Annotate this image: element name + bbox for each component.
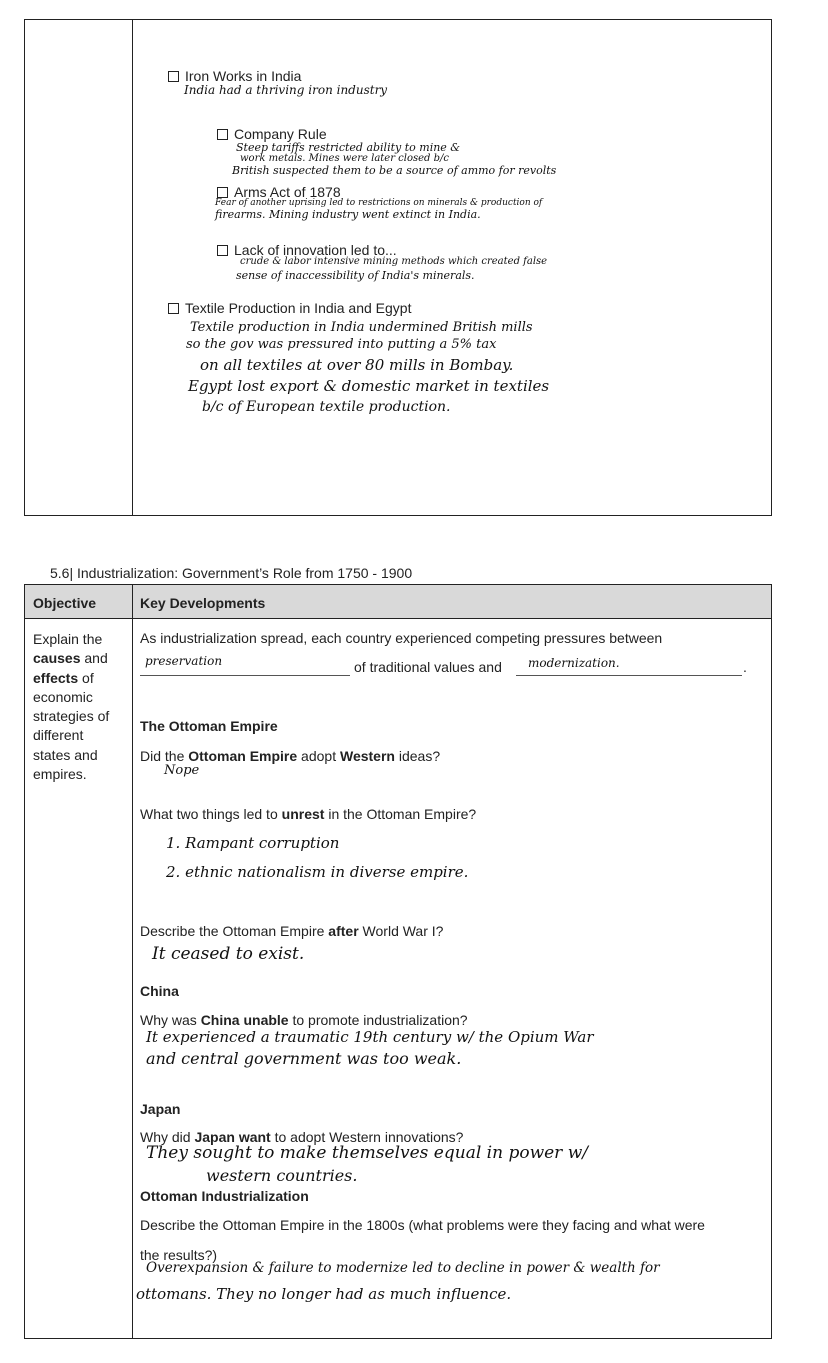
ottoman-question-2: What two things led to unrest in the Ottoman Empire?: [140, 806, 477, 822]
company-rule-note-1: Steep tariffs restricted ability to mine &: [236, 141, 461, 154]
checkbox-icon: [217, 187, 228, 198]
lack-innovation-note-1: crude & labor intensive mining methods which created false: [240, 256, 548, 267]
table-header-bg: [25, 584, 771, 618]
intro-answer-2: modernization.: [528, 656, 620, 670]
lack-innovation-heading: Lack of innovation led to...: [217, 242, 397, 258]
ottoman-answer-3: It ceased to exist.: [152, 944, 305, 964]
ottoman-industrialization-heading: Ottoman Industrialization: [140, 1188, 309, 1204]
intro-middle: of traditional values and: [354, 659, 502, 675]
textile-note-1: Textile production in India undermined British mills: [190, 320, 533, 335]
checkbox-icon: [217, 245, 228, 256]
ottoman-heading: The Ottoman Empire: [140, 718, 278, 734]
textile-note-5: b/c of European textile production.: [202, 399, 451, 415]
intro-end: .: [743, 659, 747, 675]
blank-line: [516, 675, 742, 676]
intro-text: As industrialization spread, each country experienced competing pressures between: [140, 630, 663, 646]
china-answer-1: It experienced a traumatic 19th century w/ the Opium War: [146, 1028, 594, 1046]
arms-act-note-1: Fear of another uprising led to restrictions on minerals & production of: [215, 198, 543, 208]
ottoman-industrialization-answer-1: Overexpansion & failure to modernize led to decline in power & wealth for: [146, 1260, 660, 1276]
blank-line: [140, 675, 350, 676]
china-answer-2: and central government was too weak.: [146, 1049, 462, 1068]
ottoman-industrialization-answer-2: ottomans. They no longer had as much influence.: [136, 1285, 512, 1303]
japan-heading: Japan: [140, 1101, 181, 1117]
textile-note-4: Egypt lost export & domestic market in textiles: [188, 377, 550, 395]
japan-question: Why did Japan want to adopt Western innovations?: [140, 1129, 464, 1145]
ottoman-industrialization-question-1: Describe the Ottoman Empire in the 1800s (what problems were they facing and what were: [140, 1217, 705, 1233]
japan-answer-1: They sought to make themselves equal in power w/: [146, 1143, 588, 1163]
china-question: Why was China unable to promote industrialization?: [140, 1012, 468, 1028]
company-rule-heading: Company Rule: [217, 126, 327, 142]
section-title: 5.6| Industrialization: Government’s Role from 1750 - 1900: [50, 565, 413, 581]
arms-act-note-2: firearms. Mining industry went extinct in India.: [215, 208, 481, 221]
ottoman-question-3: Describe the Ottoman Empire after World War I?: [140, 923, 444, 939]
arms-act-heading: Arms Act of 1878: [217, 184, 341, 200]
ottoman-question-1: Did the Ottoman Empire adopt Western ideas?: [140, 748, 441, 764]
textile-heading: Textile Production in India and Egypt: [168, 300, 411, 316]
checkbox-icon: [168, 303, 179, 314]
ottoman-answer-2-1: 1. Rampant corruption: [166, 834, 340, 852]
header-objective: Objective: [33, 595, 97, 611]
company-rule-note-3: British suspected them to be a source of ammo for revolts: [232, 164, 557, 177]
japan-answer-2: western countries.: [206, 1166, 358, 1185]
iron-works-note: India had a thriving iron industry: [184, 83, 388, 97]
lack-innovation-note-2: sense of inaccessibility of India's minerals.: [236, 269, 475, 282]
checkbox-icon: [168, 71, 179, 82]
checkbox-icon: [217, 129, 228, 140]
ottoman-answer-1: Nope: [164, 763, 200, 778]
textile-note-3: on all textiles at over 80 mills in Bombay.: [200, 356, 514, 374]
iron-works-heading: Iron Works in India: [168, 68, 301, 84]
ottoman-industrialization-question-2: the results?): [140, 1247, 218, 1263]
ottoman-answer-2-2: 2. ethnic nationalism in diverse empire.: [166, 863, 469, 881]
textile-note-2: so the gov was pressured into putting a 5% tax: [186, 337, 497, 352]
header-key-developments: Key Developments: [140, 595, 266, 611]
intro-answer-1: preservation: [145, 654, 223, 668]
company-rule-note-2: work metals. Mines were later closed b/c: [240, 153, 450, 164]
objective-text: Explain the causes and effects of economic strategies of different states and empires.: [33, 631, 110, 783]
china-heading: China: [140, 983, 179, 999]
